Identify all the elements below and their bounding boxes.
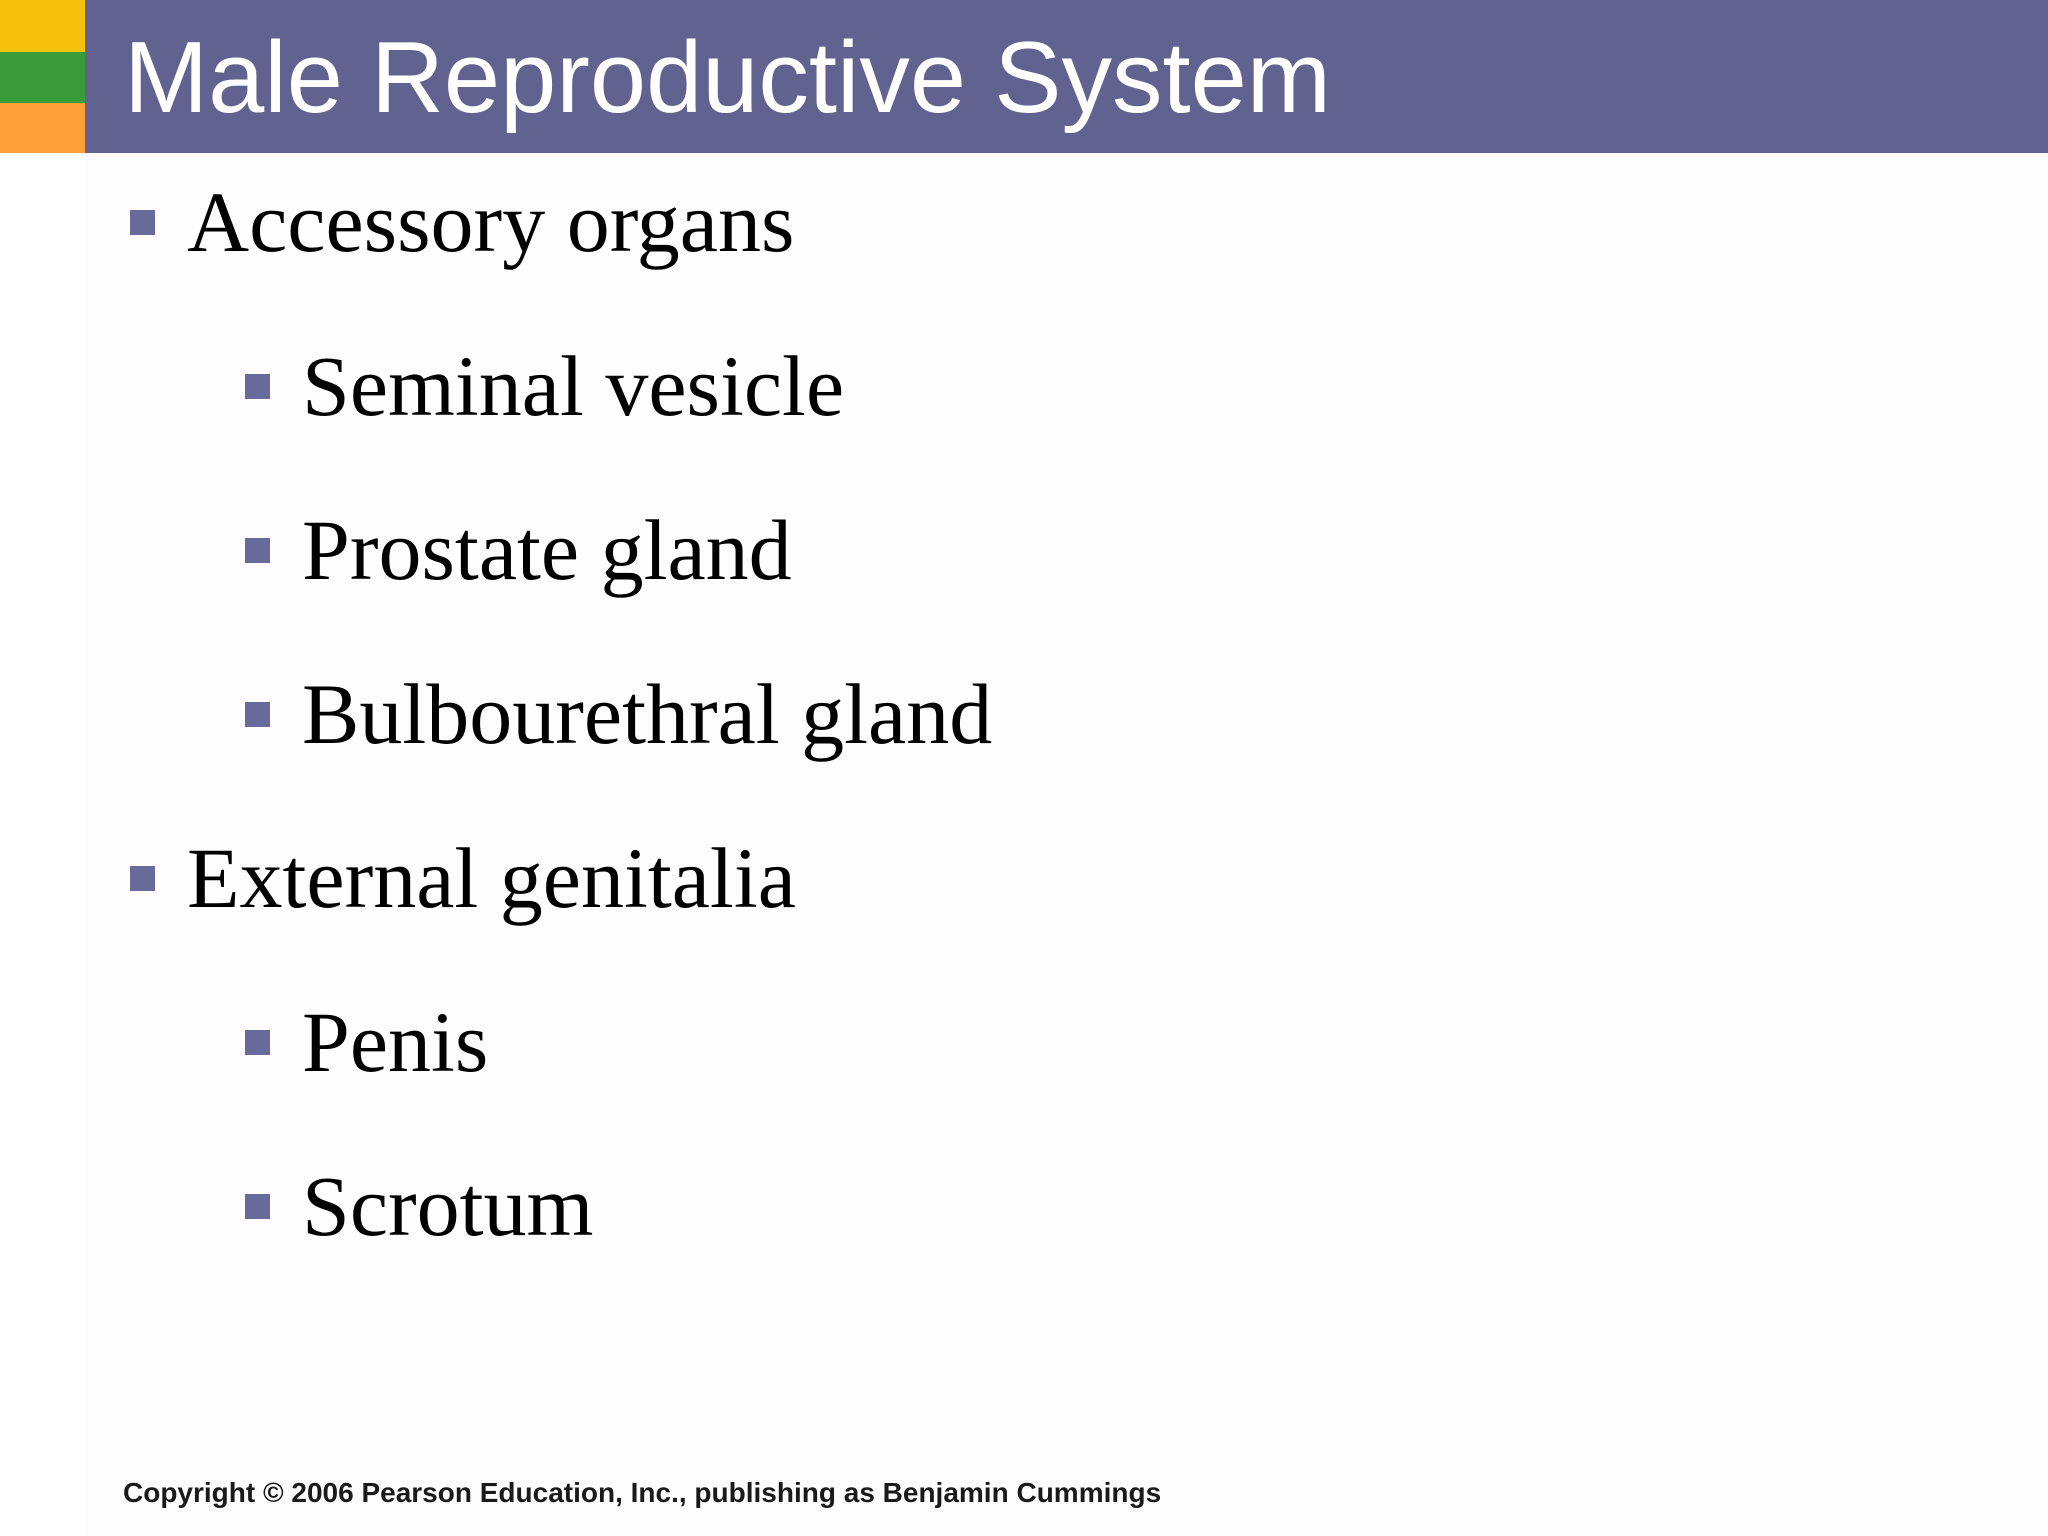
- accent-block-orange: [0, 103, 85, 153]
- bullet-square-icon: [245, 374, 270, 399]
- bullet-square-icon: [245, 1030, 270, 1055]
- slide-title: Male Reproductive System: [124, 22, 1331, 134]
- bullet-text: Penis: [302, 994, 489, 1090]
- bullet-square-icon: [245, 538, 270, 563]
- bullet-text: Scrotum: [302, 1158, 594, 1254]
- bullet-square-icon: [245, 702, 270, 727]
- bullet-square-icon: [130, 210, 155, 235]
- copyright-footer: Copyright © 2006 Pearson Education, Inc., publishing as Benjamin Cummings: [123, 1477, 1162, 1508]
- bullet-text: External genitalia: [187, 830, 796, 926]
- bullet-text: Seminal vesicle: [302, 338, 845, 434]
- bullet-square-icon: [130, 866, 155, 891]
- bullet-text: Accessory organs: [187, 174, 795, 270]
- accent-block-green: [0, 52, 85, 103]
- bullet-text: Bulbourethral gland: [302, 666, 993, 762]
- bullet-text: Prostate gland: [302, 502, 792, 598]
- bullet-square-icon: [245, 1194, 270, 1219]
- accent-block-yellow: [0, 0, 85, 52]
